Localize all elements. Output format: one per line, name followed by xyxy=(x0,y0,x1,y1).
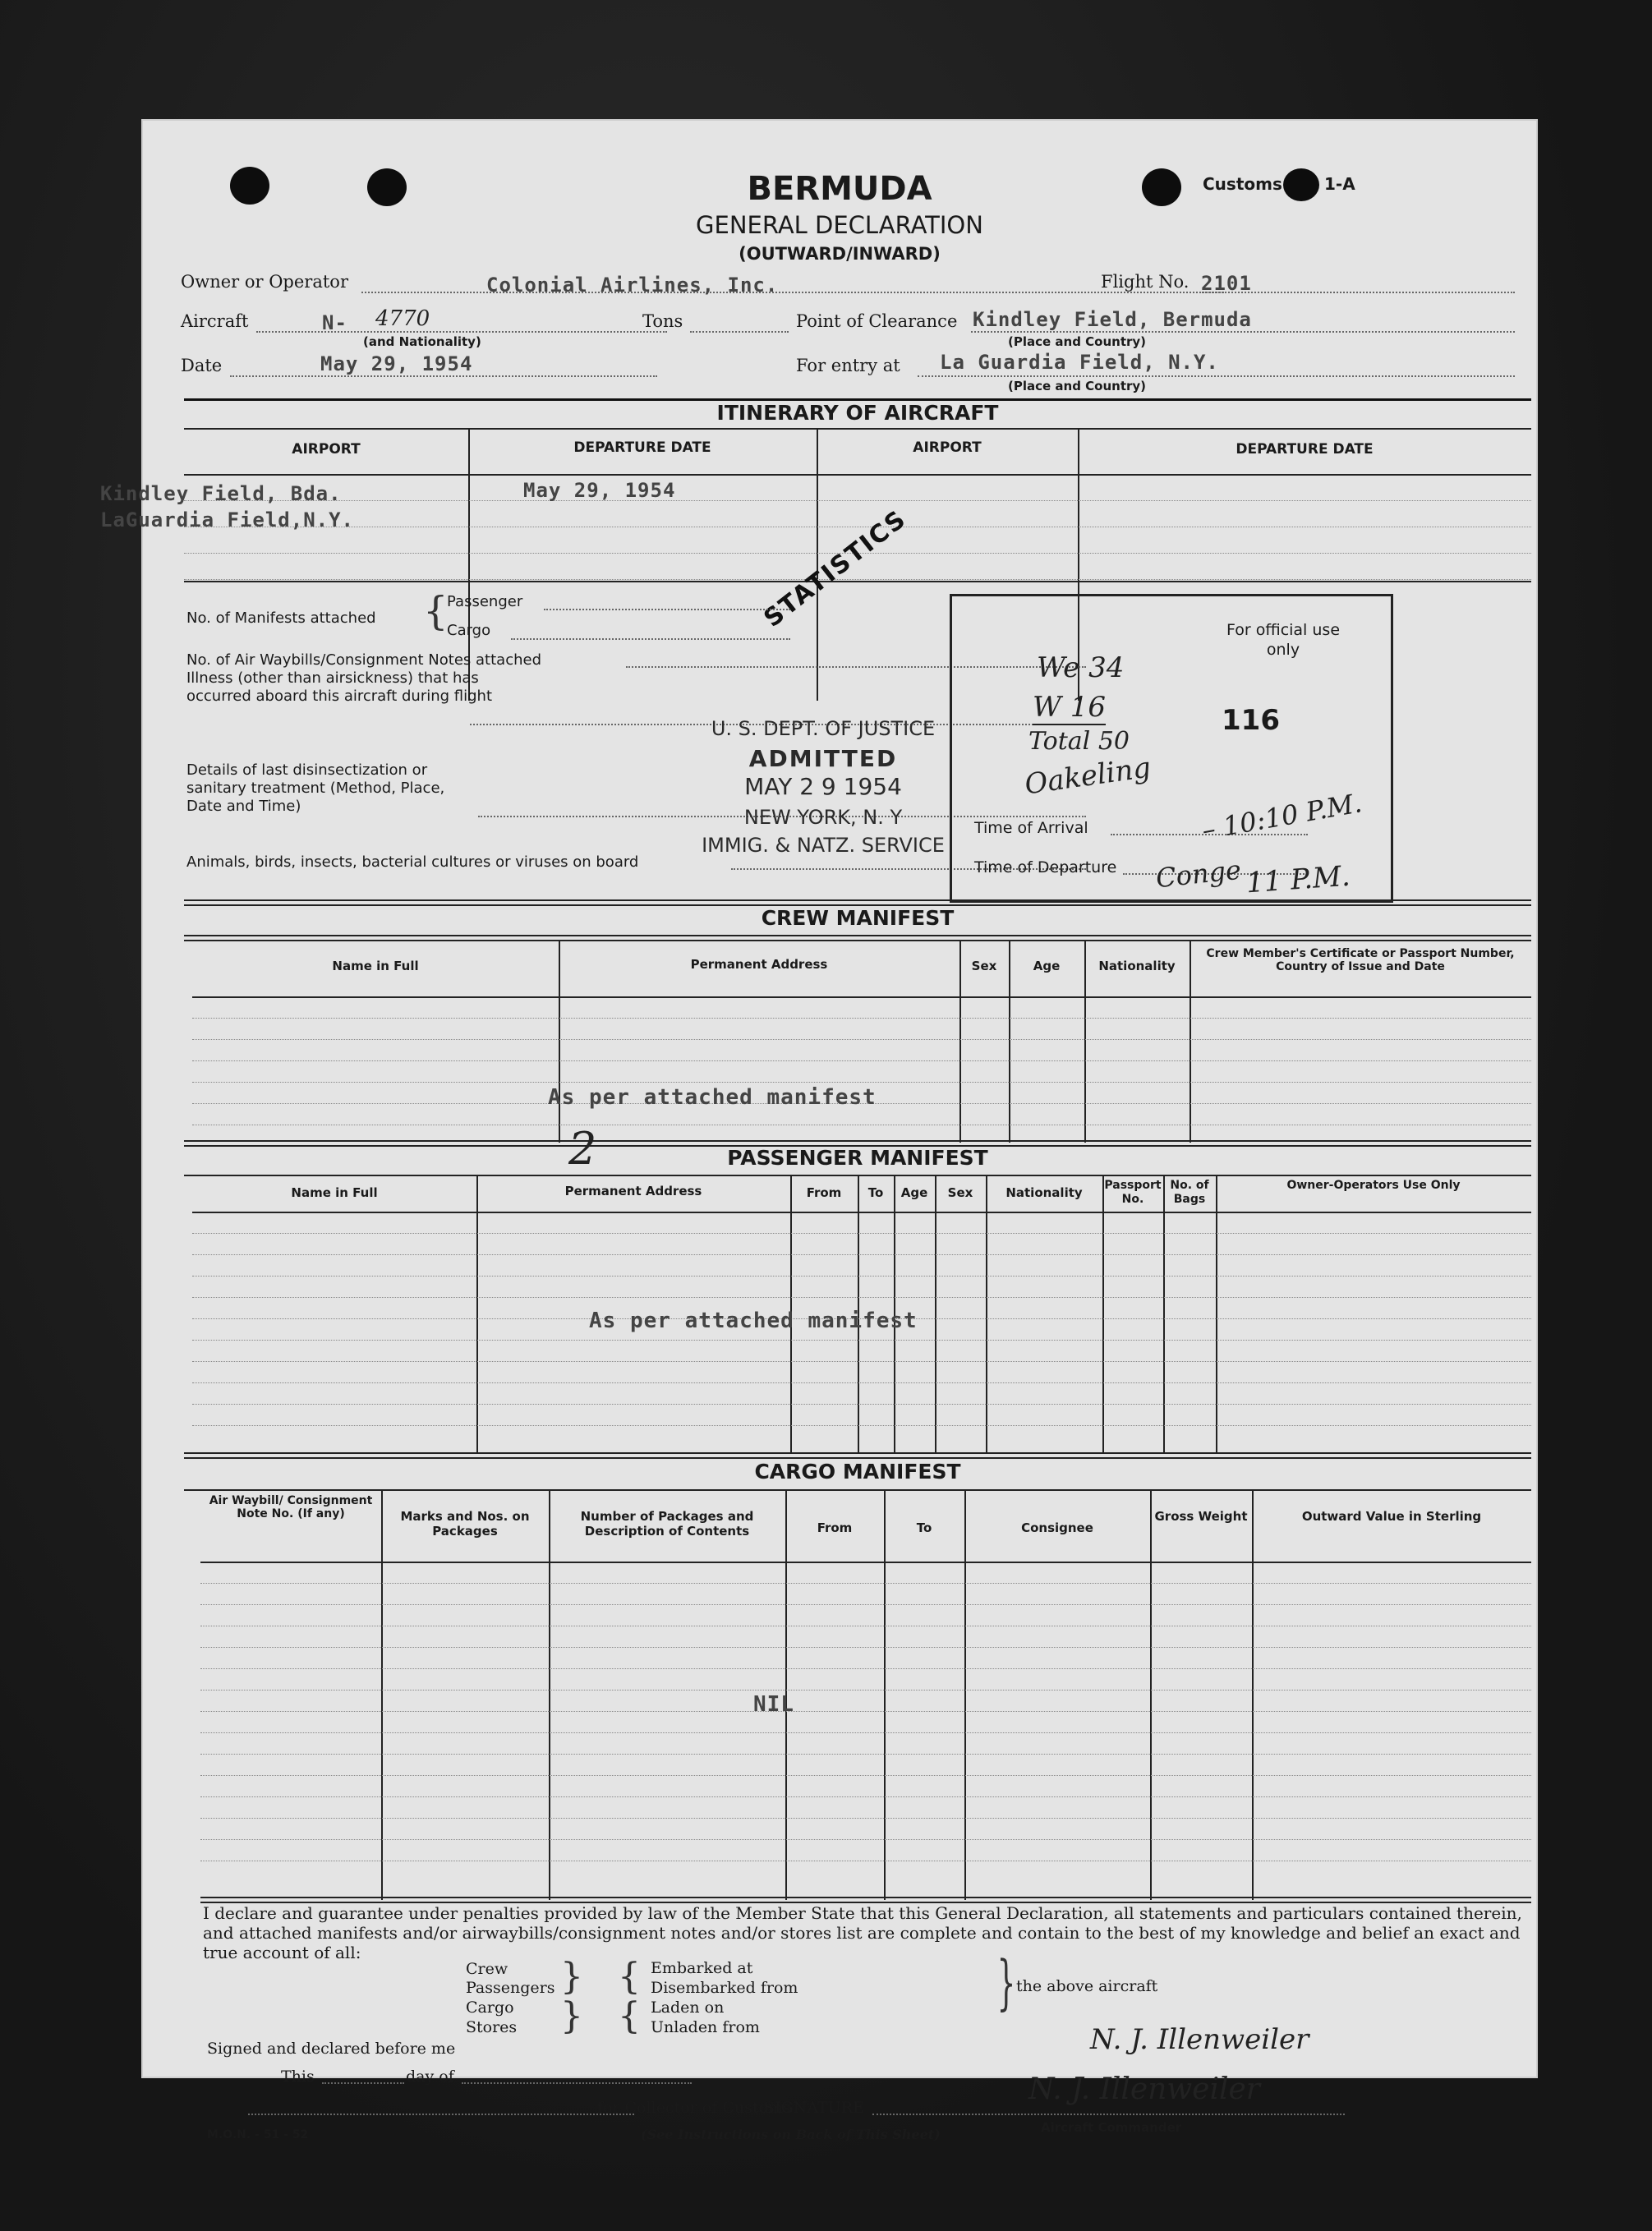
this-line xyxy=(322,2082,404,2084)
signature-1: N. J. Illenweiler xyxy=(1090,2023,1309,2056)
arrival-label: Time of Arrival xyxy=(974,819,1088,837)
clearance-note: (Place and Country) xyxy=(1008,334,1147,349)
passenger-label: Passenger xyxy=(447,593,523,610)
passengers-item: Passengers xyxy=(466,1979,555,1997)
cargo-col-weight: Gross Weight xyxy=(1154,1509,1248,1524)
cargo-col-value: Outward Value in Sterling xyxy=(1301,1509,1482,1524)
cargo-header-top-rule xyxy=(184,1489,1531,1491)
instructions: (See Instructions on Back of This Sheet) xyxy=(641,2127,941,2142)
passenger-col-owner-use: Owner-Operators Use Only xyxy=(1286,1179,1461,1192)
dept-stamp: U. S. DEPT. OF JUSTICE xyxy=(711,717,936,740)
form-subtitle: GENERAL DECLARATION xyxy=(696,211,983,239)
itinerary-sub-rule xyxy=(184,428,1531,430)
official-hand-1: We 34 xyxy=(1037,651,1125,684)
cargo-col-waybill: Air Waybill/ Consignment Note No. (If any) xyxy=(209,1494,373,1520)
punch-hole xyxy=(1142,168,1181,206)
cargo-item: Cargo xyxy=(466,1999,514,2017)
passenger-col-passport: Passport No. xyxy=(1104,1179,1162,1206)
cargo-row-line xyxy=(200,1711,1531,1712)
official-hand-3: Total 50 xyxy=(1028,727,1130,756)
passenger-col-divider xyxy=(986,1176,987,1452)
itinerary-header-rule xyxy=(184,474,1531,476)
crew-header-top-rule xyxy=(184,935,1531,941)
day-of-label: day of xyxy=(406,2068,454,2086)
signature-2: N. J. Illenweiler xyxy=(1028,2072,1261,2106)
laden-item: Laden on xyxy=(651,1999,725,2017)
clearance-label: Point of Clearance xyxy=(796,311,958,331)
owner-label: Owner or Operator xyxy=(181,272,348,292)
cargo-row-line xyxy=(200,1818,1531,1819)
passenger-col-age: Age xyxy=(900,1185,928,1200)
manifests-label: No. of Manifests attached xyxy=(186,610,376,627)
date-value: May 29, 1954 xyxy=(320,352,473,375)
official-count: 116 xyxy=(1222,704,1280,737)
commander-label: Aircraft Commander xyxy=(1041,2120,1182,2135)
itinerary-row-1-departure: May 29, 1954 xyxy=(523,479,676,502)
declaration-form xyxy=(100,119,1538,2142)
cargo-col-consignee: Consignee xyxy=(1021,1520,1093,1535)
cargo-row-line xyxy=(200,1732,1531,1733)
itinerary-title: ITINERARY OF AIRCRAFT xyxy=(716,401,999,425)
passenger-col-sex: Sex xyxy=(947,1185,973,1200)
arrival-value: – 10:10 P.M. xyxy=(1199,787,1364,846)
passenger-col-name: Name in Full xyxy=(291,1185,378,1200)
passenger-col-to: To xyxy=(867,1185,884,1200)
passenger-line xyxy=(544,609,790,610)
form-title: BERMUDA xyxy=(747,170,932,208)
cargo-row-line xyxy=(200,1754,1531,1755)
crew-col-address: Permanent Address xyxy=(690,957,828,972)
collector-label: for Collector of Customs xyxy=(597,2099,791,2117)
crew-col-age: Age xyxy=(1033,959,1061,973)
passenger-hand-mark: 2 xyxy=(568,1123,597,1175)
itinerary-bottom-rule xyxy=(184,581,1531,582)
cargo-bottom-rule xyxy=(200,1897,1531,1903)
cargo-row-line xyxy=(200,1775,1531,1776)
cargo-row-line xyxy=(200,1583,1531,1584)
cargo-line xyxy=(511,638,790,640)
cargo-col-to: To xyxy=(916,1520,932,1535)
cargo-col-marks: Marks and Nos. on Packages xyxy=(400,1509,530,1539)
aircraft-line xyxy=(256,331,667,333)
punch-hole xyxy=(1283,168,1319,201)
cargo-label: Cargo xyxy=(447,622,491,639)
cargo-row-line xyxy=(200,1604,1531,1605)
passenger-col-bags: No. of Bags xyxy=(1170,1179,1209,1206)
cargo-top-rule xyxy=(184,1452,1531,1459)
animals-label: Animals, birds, insects, bacterial cultures or viruses on board xyxy=(186,853,639,871)
passenger-col-from: From xyxy=(806,1185,842,1200)
crew-col-nationality: Nationality xyxy=(1098,959,1176,973)
passenger-row-line xyxy=(192,1233,1531,1234)
passenger-row-line xyxy=(192,1254,1531,1255)
cargo-header-rule xyxy=(200,1562,1531,1563)
signed-before: Signed and declared before me xyxy=(207,2040,456,2058)
stores-item: Stores xyxy=(466,2018,518,2036)
clearance-value: Kindley Field, Bermuda xyxy=(973,308,1252,331)
embarked-item: Embarked at xyxy=(651,1959,753,1977)
crew-header-rule xyxy=(192,996,1531,998)
passenger-header-rule xyxy=(192,1212,1531,1213)
illness-label: Illness (other than airsickness) that has occurred aboard this aircraft during flight xyxy=(186,669,493,705)
crew-row-line xyxy=(192,1018,1531,1019)
passenger-row-line xyxy=(192,1425,1531,1426)
aircraft-value: 4770 xyxy=(375,306,430,331)
itinerary-col-airport-1: AIRPORT xyxy=(292,441,361,458)
entry-value: La Guardia Field, N.Y. xyxy=(940,351,1219,374)
cargo-col-description: Number of Packages and Description of Contents xyxy=(580,1509,754,1539)
official-hand-2: W 16 xyxy=(1033,691,1107,724)
entry-line xyxy=(918,375,1515,377)
passenger-col-address: Permanent Address xyxy=(564,1184,702,1198)
right-brace: { xyxy=(618,1956,641,1998)
departure-initials: Conge xyxy=(1154,853,1243,895)
passenger-row-line xyxy=(192,1361,1531,1362)
declaration-text: I declare and guarantee under penalties provided by law of the Member State that this General Declaration, all statements and particulars contained therein, and attached manifests and/or airwaybills/consignment notes and/or stores list are complete and contain to the best of my knowledge and belief an exact and true account of all: xyxy=(203,1903,1522,1962)
itinerary-col-departure-2: DEPARTURE DATE xyxy=(1236,441,1374,458)
aircraft-brace: } xyxy=(996,1948,1016,2017)
crew-row-line xyxy=(192,1039,1531,1040)
disinsect-label: Details of last disinsectization or sanitary treatment (Method, Place, Date and Time) xyxy=(186,761,445,815)
date-label: Date xyxy=(181,356,223,375)
owner-value: Colonial Airlines, Inc. xyxy=(486,274,779,297)
official-use-title: For official use only xyxy=(1226,621,1341,659)
tons-label: Tons xyxy=(642,311,683,331)
flight-value: 2101 xyxy=(1201,272,1252,295)
passenger-col-divider xyxy=(476,1176,478,1452)
cargo-title: CARGO MANIFEST xyxy=(754,1460,961,1484)
service-stamp: IMMIG. & NATZ. SERVICE xyxy=(702,834,945,857)
admitted-stamp: ADMITTED xyxy=(748,745,898,772)
crew-title: CREW MANIFEST xyxy=(761,906,955,930)
crew-item: Crew xyxy=(466,1960,508,1978)
right-brace: { xyxy=(618,1995,641,2037)
tons-line xyxy=(690,331,789,333)
departure-value: 11 P.M. xyxy=(1245,859,1351,900)
left-brace: } xyxy=(560,1995,583,2037)
crew-col-sex: Sex xyxy=(971,959,997,973)
crew-row-line xyxy=(192,1060,1531,1061)
crew-note: As per attached manifest xyxy=(548,1085,877,1110)
aircraft-note: (and Nationality) xyxy=(363,334,481,349)
disembarked-item: Disembarked from xyxy=(651,1979,798,1997)
itinerary-row-1-airport: Kindley Field, Bda. xyxy=(100,482,342,505)
cargo-col-from: From xyxy=(817,1520,853,1535)
form-direction: (OUTWARD/INWARD) xyxy=(739,244,941,264)
cargo-note: NIL xyxy=(753,1692,794,1717)
this-label: This xyxy=(281,2068,315,2086)
passenger-col-divider xyxy=(1163,1176,1165,1452)
above-aircraft: the above aircraft xyxy=(1016,1977,1158,1995)
form-code-suffix: 1-A xyxy=(1324,174,1355,194)
passenger-col-nationality: Nationality xyxy=(1005,1185,1083,1200)
passenger-row-line xyxy=(192,1297,1531,1298)
itinerary-col-airport-2: AIRPORT xyxy=(913,439,982,456)
passenger-note: As per attached manifest xyxy=(589,1309,918,1333)
aircraft-label: Aircraft xyxy=(181,311,249,331)
crew-row-line xyxy=(192,1082,1531,1083)
official-initials: Oakeling xyxy=(1022,751,1153,802)
collector-line xyxy=(248,2114,634,2115)
departure-label: Time of Departure xyxy=(974,858,1117,876)
passenger-row-line xyxy=(192,1404,1531,1405)
crew-col-name: Name in Full xyxy=(332,959,419,973)
form-number: M.O.N. - 51 - 52 xyxy=(207,2128,309,2141)
entry-label: For entry at xyxy=(796,356,900,375)
itinerary-row-line xyxy=(184,579,1531,580)
unladen-item: Unladen from xyxy=(651,2018,760,2036)
date-line xyxy=(230,375,657,377)
punch-hole xyxy=(367,168,407,206)
form-code-prefix: Customs xyxy=(1203,174,1282,194)
signature-label: SIGNATURE xyxy=(764,2099,864,2117)
itinerary-row-line xyxy=(184,500,1531,501)
passenger-row-line xyxy=(192,1382,1531,1383)
statistics-stamp: STATISTICS xyxy=(758,504,913,633)
passenger-row-line xyxy=(192,1340,1531,1341)
cargo-row-line xyxy=(200,1796,1531,1797)
flight-label: Flight No. xyxy=(1101,272,1190,292)
passenger-title: PASSENGER MANIFEST xyxy=(727,1146,988,1170)
passenger-col-divider xyxy=(1216,1176,1217,1452)
itinerary-row-2-airport: LaGuardia Field,N.Y. xyxy=(100,508,354,531)
cargo-row-line xyxy=(200,1647,1531,1648)
city-stamp: NEW YORK, N. Y xyxy=(743,806,903,829)
day-line xyxy=(462,2082,692,2084)
aircraft-prefix: N- xyxy=(322,311,347,334)
crew-top-rule xyxy=(184,899,1531,906)
entry-note: (Place and Country) xyxy=(1008,379,1147,393)
admitted-date-stamp: MAY 2 9 1954 xyxy=(744,773,902,800)
waybills-label: No. of Air Waybills/Consignment Notes attached xyxy=(186,651,541,669)
passenger-col-divider xyxy=(935,1176,936,1452)
passenger-col-divider xyxy=(1102,1176,1104,1452)
left-brace: } xyxy=(560,1956,583,1998)
signature-line xyxy=(872,2114,1345,2115)
manifests-brace: { xyxy=(423,588,449,634)
crew-col-certificate: Crew Member's Certificate or Passport Number, Country of Issue and Date xyxy=(1206,947,1515,973)
punch-hole xyxy=(230,167,269,205)
cargo-row-line xyxy=(200,1839,1531,1840)
itinerary-col-departure-1: DEPARTURE DATE xyxy=(573,439,711,456)
cargo-row-line xyxy=(200,1668,1531,1669)
clearance-line xyxy=(971,331,1515,333)
